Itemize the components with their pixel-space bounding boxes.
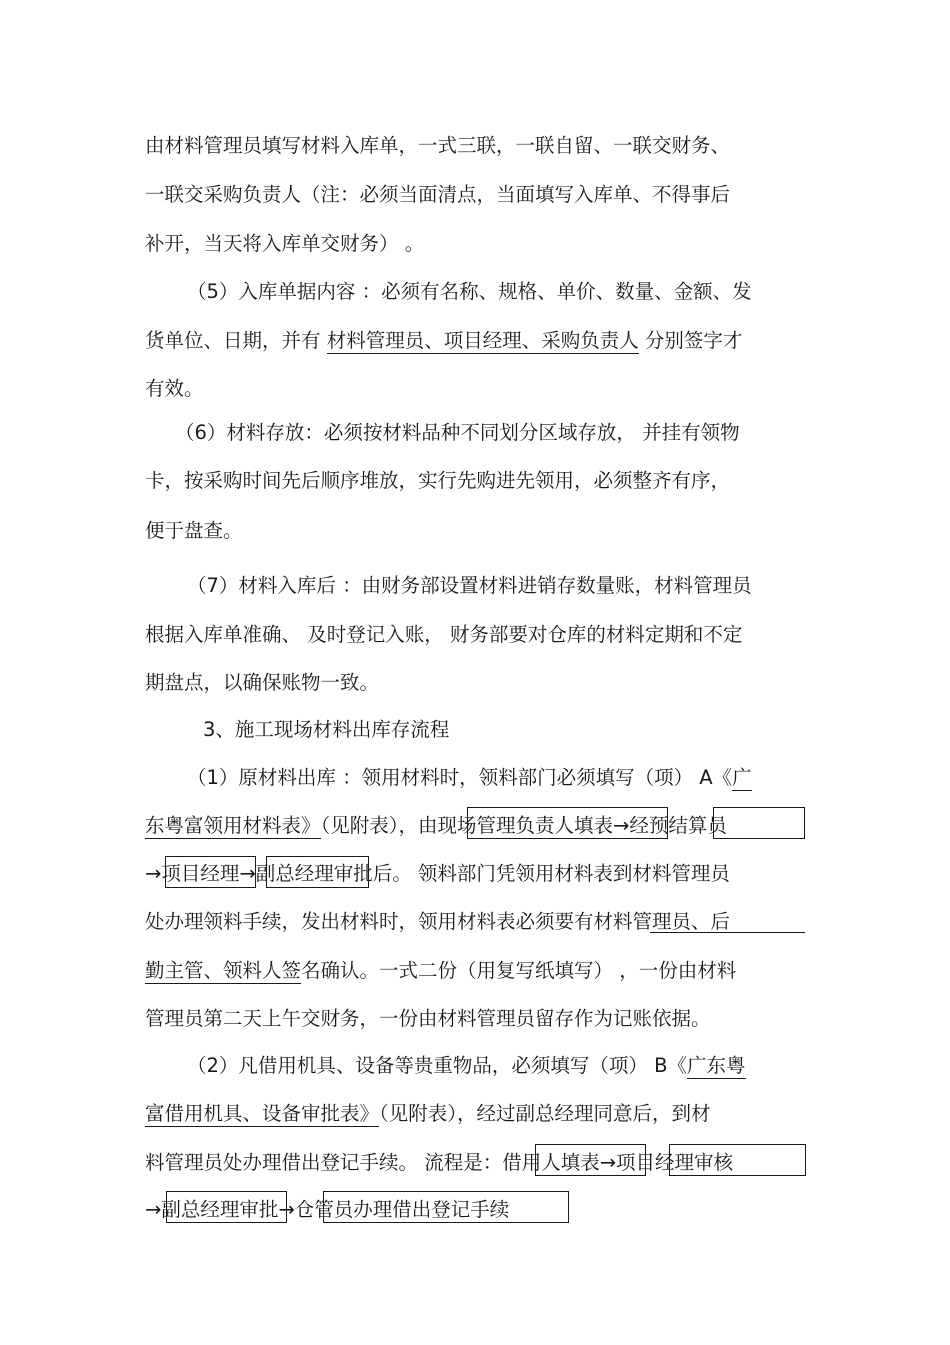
flow-box — [467, 807, 668, 839]
underline-segment — [650, 932, 805, 933]
flow-step-text: 结算员 — [668, 814, 727, 837]
paragraph-line: 根据入库单准确、 及时登记入账， 财务部要对仓库的材料定期和不定 — [145, 623, 743, 646]
text-segment: →经预 — [613, 814, 669, 837]
paragraph-line: 管理员第二天上午交财务，一份由材料管理员留存作为记账依据。 — [145, 1007, 711, 1030]
flow-step-text: →副总经理审批 — [239, 862, 373, 885]
paragraph-line: （6）材料存放：必须按材料品种不同划分区域存放， 并挂有领物 — [175, 421, 740, 444]
text-segment: → — [145, 862, 162, 885]
text-segment: 处办理领料手续，发出材料时，领用材料表必须要有材料 — [145, 910, 633, 933]
text-segment: 分别签字才 — [638, 329, 743, 352]
underlined-form-title: 富借用机具、设备审批表》 — [145, 1102, 380, 1125]
text-segment: 管理员、后 — [632, 910, 731, 933]
flow-box — [713, 807, 805, 839]
flow-step-text: 管员办理借出登记手续 — [314, 1198, 510, 1221]
paragraph-line — [187, 1053, 746, 1079]
underlined-signatories: 材料管理员、项目经理、采购负责人 — [326, 329, 639, 352]
flow-step-text: 借用人填表 — [502, 1151, 600, 1174]
flow-box — [166, 1191, 287, 1223]
underlined-form-title: 广 — [732, 766, 752, 789]
text-segment: 后。 领料部门凭领用材料表到材料管理员 — [372, 862, 730, 885]
flow-box — [323, 1191, 569, 1223]
paragraph-line: 期盘点，以确保账物一致。 — [145, 671, 380, 694]
paragraph-line: 由材料管理员填写材料入库单，一式三联，一联自留、一联交财务、 — [145, 134, 731, 157]
paragraph-line: （7）材料入库后 ：由财务部设置材料进销存数量账，材料管理员 — [187, 574, 752, 597]
text-segment: 名确认。一式二份（用复写纸填写） ，一份由材料 — [301, 959, 737, 982]
flow-box — [535, 1144, 646, 1176]
text-segment: （见附表），由 — [320, 814, 438, 837]
text-segment: 料管理员处办理借出登记手续。 流程是： — [145, 1151, 503, 1174]
paragraph-line: 一联交采购负责人（注：必须当面清点，当面填写入库单、不得事后 — [145, 183, 731, 206]
text-segment: （1）原材料出库 ：领用材料时，领料部门必须填写（项） A《 — [187, 766, 733, 789]
paragraph-line: （5）入库单据内容 ：必须有名称、规格、单价、数量、金额、发 — [187, 280, 752, 303]
underlined-form-title: 东粤富领用材料表》 — [145, 814, 321, 837]
flow-step-text: →项目经理审核 — [599, 1151, 734, 1174]
section-heading: 3、施工现场材料出库存流程 — [203, 718, 450, 741]
flow-step-text: 现场管理负责人填表 — [437, 814, 614, 837]
text-segment: （见附表），经过副总经理同意后，到材 — [379, 1102, 711, 1125]
flow-step-text: →副总经理审批→仓 — [145, 1198, 315, 1221]
flow-box — [266, 856, 369, 888]
underlined-signatories: 勤主管、领料人签 — [145, 959, 302, 982]
flow-box — [669, 1144, 806, 1176]
flow-step-text: 项目经理 — [161, 862, 240, 885]
paragraph-line: 卡，按采购时间先后顺序堆放，实行先购进先领用，必须整齐有序， — [145, 469, 731, 492]
underlined-form-title: 广东粤 — [686, 1054, 746, 1077]
text-segment: 货单位、日期，并有 — [145, 329, 327, 352]
paragraph-line: 便于盘查。 — [145, 519, 243, 542]
paragraph-line: 补开，当天将入库单交财务） 。 — [145, 232, 425, 255]
paragraph-line — [145, 909, 730, 935]
paragraph-line — [145, 1101, 711, 1127]
paragraph-line — [145, 958, 736, 984]
flow-box — [165, 856, 256, 888]
paragraph-line — [187, 765, 752, 791]
paragraph-line: 有效。 — [145, 377, 204, 400]
text-segment: （2）凡借用机具、设备等贵重物品，必须填写（项） B《 — [187, 1054, 687, 1077]
paragraph-line — [145, 328, 742, 354]
